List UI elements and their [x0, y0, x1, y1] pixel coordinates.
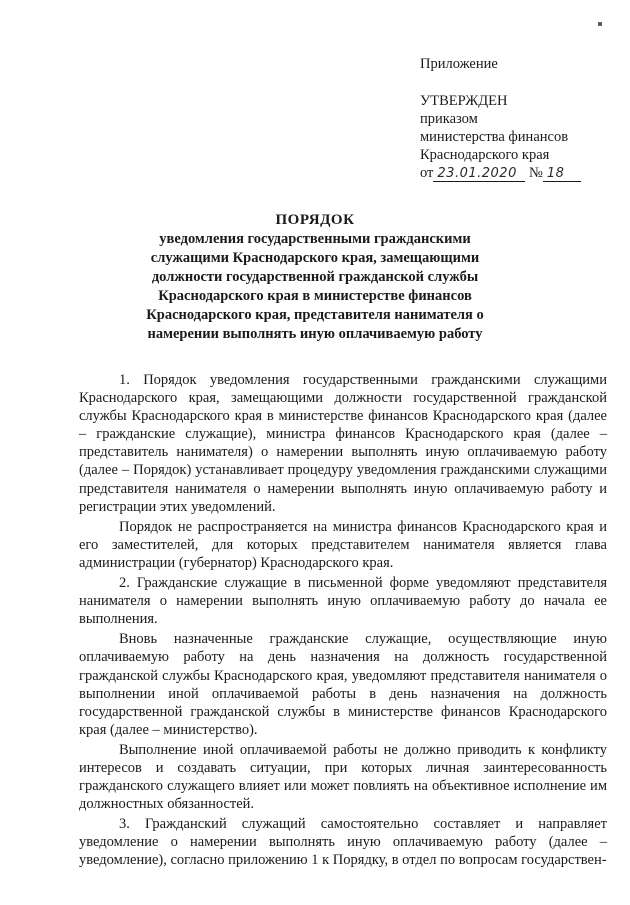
paragraph: 1. Порядок уведомления государственными гражданскими служащими Краснодарского края, замещающими должности государственной гражданской службы Краснодарского края в министерстве финансов Краснодарского края (далее – гражданские служащие), министра финансов Краснодарского края (далее – представитель нанимателя) о намерении выполнять иную оплачиваемую работу (далее – Порядок) устанавливает процедуру уведомления гражданскими служащими представителя нанимателя о намерении выполнять иную оплачиваемую работу и регистрации этих уведомлений. — [79, 372, 607, 515]
paragraph: 3. Гражданский служащий самостоятельно составляет и направляет уведомление о намерении выполнять иную оплачиваемую работу (далее – уведомление), согласно приложению 1 к Порядку, в отдел по вопросам государствен- — [79, 816, 607, 869]
order-date-number-line — [420, 164, 581, 182]
subtitle-line: Краснодарского края в министерстве финансов — [158, 288, 472, 304]
document-body — [79, 371, 607, 870]
document-title-block — [0, 211, 630, 344]
order-line-2: министерства финансов — [420, 129, 569, 145]
order-line-1: приказом — [420, 111, 478, 127]
handwritten-date: 23.01.2020 — [433, 167, 525, 182]
subtitle-line: уведомления государственными гражданскими — [159, 231, 471, 247]
handwritten-number: 18 — [543, 167, 581, 182]
appendix-label: Приложение — [420, 56, 498, 72]
document-title: ПОРЯДОК — [275, 212, 355, 228]
paragraph: Выполнение иной оплачиваемой работы не должно приводить к конфликту интересов и создавать ситуации, при которых личная заинтересованность гражданского служащего влияет или может повлиять на объективное исполнение им должностных обязанностей. — [79, 741, 607, 813]
subtitle-line: служащими Краснодарского края, замещающими — [150, 250, 480, 266]
order-line-3: Краснодарского края — [420, 147, 550, 163]
approval-stamp-block — [420, 55, 581, 182]
subtitle-line: намерении выполнять иную оплачиваемую работу — [147, 326, 483, 342]
subtitle-line: должности государственной гражданской службы — [151, 269, 479, 285]
date-prefix: от — [420, 165, 434, 181]
subtitle-line: Краснодарского края, представителя нанимателя о — [146, 307, 484, 323]
paragraph: Вновь назначенные гражданские служащие, осуществляющие иную оплачиваемую работу на день назначения на должность государственной гражданской службы Краснодарского края, уведомляют представителя нанимателя о выполнении иной оплачиваемой работы в день назначения на должность государственной гражданской службы в министерстве финансов Краснодарского края (далее – министерство). — [79, 631, 607, 738]
paragraph: Порядок не распространяется на министра финансов Краснодарского края и его заместителей, для которых представителем нанимателя является глава администрации (губернатор) Краснодарского края. — [79, 518, 607, 571]
paragraph: 2. Гражданские служащие в письменной форме уведомляют представителя нанимателя о намерении выполнять иную оплачиваемую работу до начала ее выполнения. — [79, 575, 607, 628]
approved-label: УТВЕРЖДЕН — [420, 93, 508, 109]
scan-mark — [598, 22, 602, 26]
number-prefix: № — [529, 165, 543, 181]
